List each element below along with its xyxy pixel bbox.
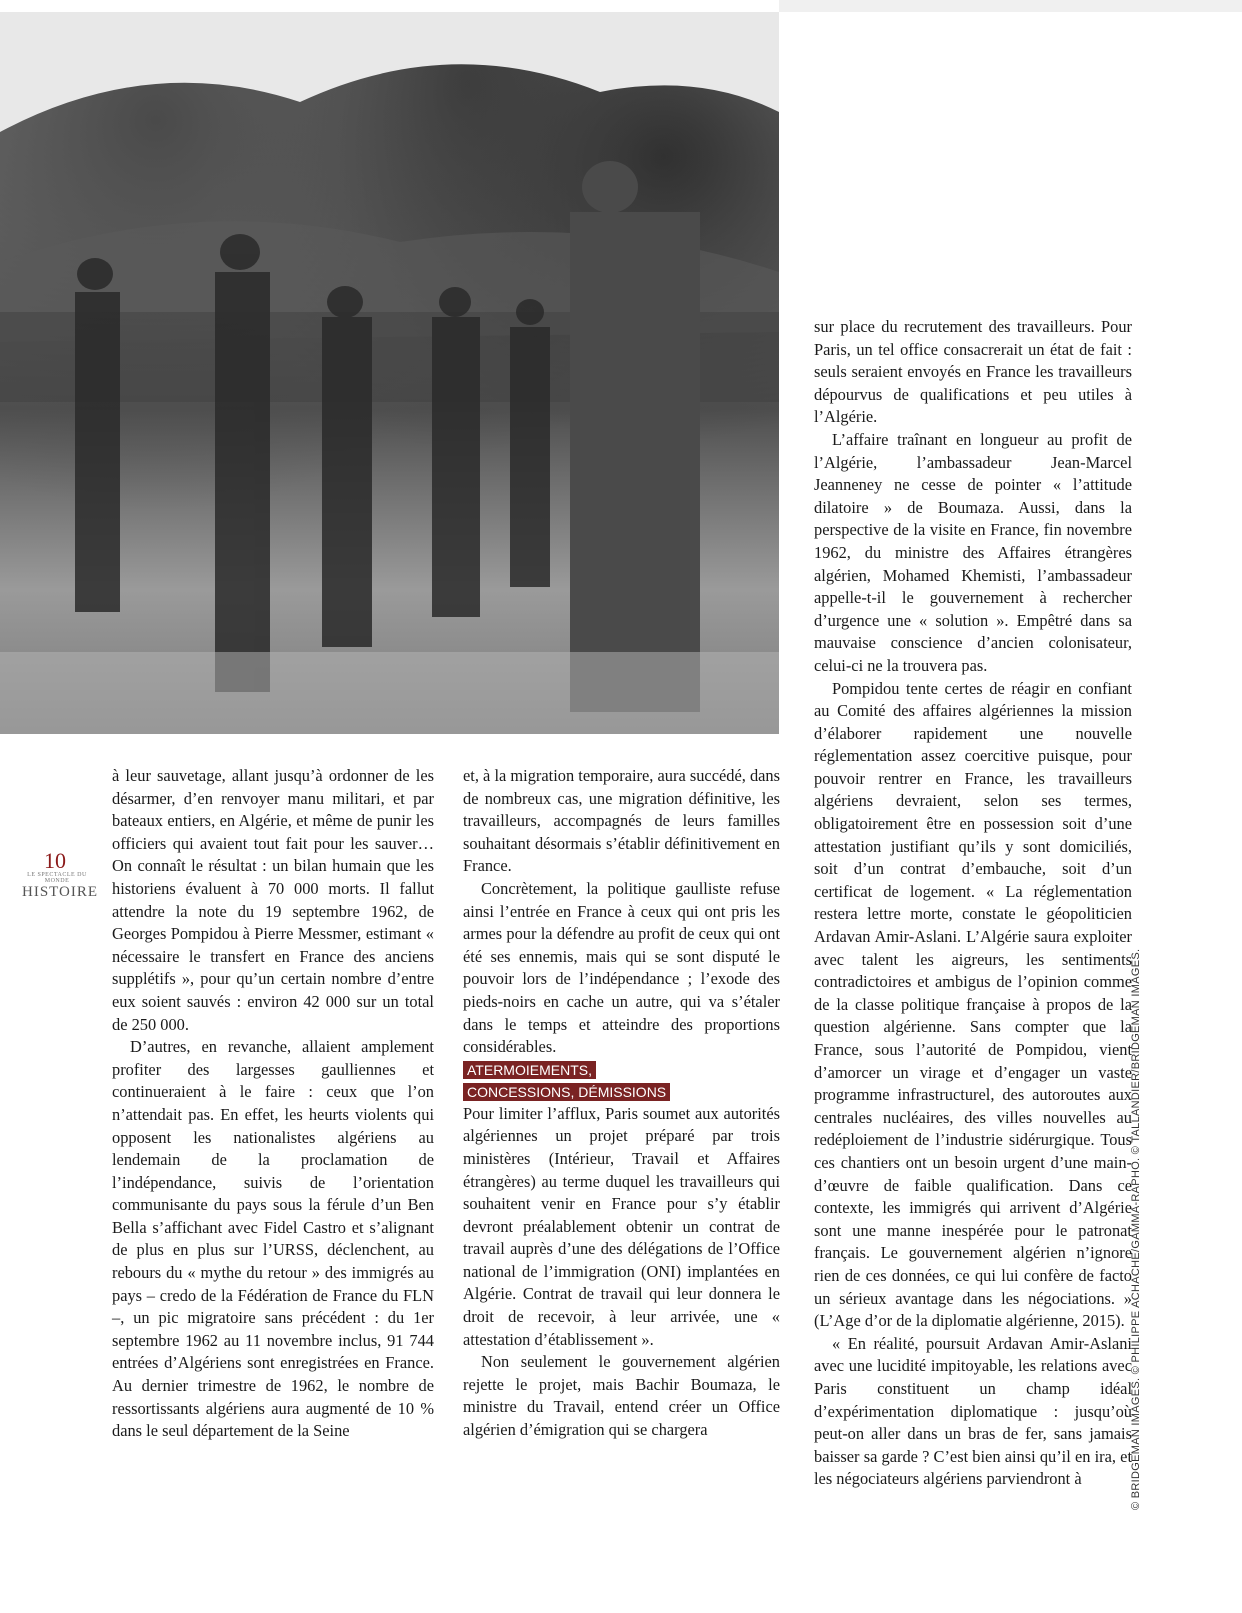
- paragraph: D’autres, en revanche, allaient amplement profiter des largesses gaulliennes et continueraient à le faire : ceux que l’on n’attendait pas. En effet, les heurts violents qui opposent les nationalistes algériens au lendemain de la proclamation de l’indépendance, suivis de l’orientation communisante du pays sous la férule d’un Ben Bella s’affichant avec Fidel Castro et s’alignant de plus en plus sur l’URSS, déclenchent, au rebours du « mythe du retour » des immigrés au pays – credo de la Fédération de France du FLN –, un pic migratoire sans précédent : du 1er septembre 1962 au 11 novembre inclus, 91 744 entrées d’Algériens sont enregistrées en France. Au dernier trimestre de 1962, le nombre de ressortissants algériens aura augmenté de 10 % dans le seul département de la Seine: [112, 1037, 434, 1441]
- photograph-soldiers-icon: [0, 12, 779, 734]
- paragraph: « En réalité, poursuit Ardavan Amir-Aslani avec une lucidité impitoyable, les relations avec Paris constituent un champ idéal d’expérimentation diplomatique : jusqu’où peut-on aller dans un bras de fer, sans jamais baisser sa garde ? C’est bien ainsi qu’il en ira, et les négociateurs algériens parviendront à: [814, 1333, 1132, 1489]
- soldiers-photograph: [0, 12, 779, 734]
- top-strip: [779, 0, 1242, 12]
- paragraph: L’affaire traînant en longueur au profit de l’Algérie, l’ambassadeur Jean-Marcel Jeanneney ne cesse de pointer « l’attitude dilatoire » de Boumaza. Aussi, dans la perspective de la visite en France, fin novembre 1962, du ministre des Affaires étrangères algérien, Mohamed Khemisti, l’ambassadeur appelle-t-il le gouvernement à rechercher d’urgence une « solution ». Empêtré dans sa mauvaise conscience d’ancien colonisateur, celui-ci ne la trouvera pas.: [814, 429, 1132, 675]
- paragraph: à leur sauvetage, allant jusqu’à ordonner de les désarmer, d’en renvoyer manu militari, et par bateaux entiers, en Algérie, et même de punir les officiers qui avaient tout fait pour les sauver… On connaît le résultat : un bilan humain que les historiens évaluent à 70 000 morts. Il fallut attendre la note du 19 septembre 1962, de Georges Pompidou à Pierre Messmer, estimant « nécessaire le transfert en France des anciens supplétifs », pour qu’un certain nombre d’entre eux soient sauvés : environ 42 000 sur un total de 250 000.: [112, 766, 434, 1034]
- section-subhead: [463, 1059, 780, 1103]
- text-column-2: [463, 765, 780, 1442]
- paragraph: Pour limiter l’afflux, Paris soumet aux autorités algériennes un projet préparé par trois ministères (Intérieur, Travail et Affaires étrangères) au terme duquel les travailleurs qui souhaitent venir en France pour s’y établir devront préalablement obtenir un contrat de travail auprès d’une des délégations de l’Office national de l’immigration (ONI) implantées en Algérie. Contrat de travail qui leur donnera le droit de recevoir, à leur arrivée, une « attestation d’établissement ».: [463, 1103, 780, 1349]
- magazine-brand: [22, 872, 99, 901]
- brand-name: HISTOIRE: [22, 884, 99, 900]
- page-number: 10: [44, 848, 66, 873]
- photo-credit: © BRIDGEMAN IMAGES. © PHILIPPE ACHACHE/GAMMA-RAPHO. © TALLANDIER/BRIDGEMAN IMAGES.: [1130, 948, 1142, 1510]
- text-column-1: [112, 765, 434, 1443]
- paragraph: sur place du recrutement des travailleurs. Pour Paris, un tel office consacrerait un état de fait : seuls seraient envoyés en France les travailleurs dépourvus de qualifications et peu utiles à l’Algérie.: [814, 317, 1132, 427]
- paragraph: Pompidou tente certes de réagir en confiant au Comité des affaires algériennes la mission d’élaborer rapidement une nouvelle réglementation assez coercitive puisque, pour pouvoir rentrer en France, les travailleurs algériens devraient, selon ses termes, obligatoirement être en possession soit d’une attestation justifiant qu’ils y sont domiciliés, soit d’un contrat d’embauche, soit d’un certificat de logement. « La réglementation restera lettre morte, constate le géopoliticien Ardavan Amir-Aslani. L’Algérie saura exploiter avec talent les aigreurs, les sentiments contradictoires et ambigus de l’opinion comme de la classe politique française à propos de la question algérienne. Sans compter que la France, sous l’autorité de Pompidou, vient d’amorcer un virage et d’engager un vaste programme infrastructurel, des autoroutes aux centrales nucléaires, des villes nouvelles au redéploiement de l’industrie sidérurgique. Tous ces chantiers ont un besoin urgent d’une main-d’œuvre de faible qualification. Dans ce contexte, les immigrés qui arrivent d’Algérie sont une manne inespérée pour le patronat français. Le gouvernement algérien n’ignore rien de ces données, ce qui lui confère de facto un sérieux avantage dans les négociations. » (L’Age d’or de la diplomatie algérienne, 2015).: [814, 678, 1132, 1331]
- subhead-line-2: CONCESSIONS, DÉMISSIONS: [463, 1083, 670, 1101]
- brand-top-line: LE SPECTACLE DU MONDE: [27, 872, 87, 884]
- text-column-3: [814, 316, 1132, 1491]
- paragraph: et, à la migration temporaire, aura succédé, dans de nombreux cas, une migration définitive, les travailleurs, accompagnés de leurs familles souhaitant désormais s’établir définitivement en France.: [463, 766, 780, 876]
- subhead-line-1: ATERMOIEMENTS,: [463, 1061, 596, 1079]
- paragraph: Non seulement le gouvernement algérien rejette le projet, mais Bachir Boumaza, le ministre du Travail, entend créer un Office algérien d’émigration qui se chargera: [463, 1352, 780, 1440]
- paragraph: Concrètement, la politique gaulliste refuse ainsi l’entrée en France à ceux qui ont pris les armes pour la défendre au profit de ceux qui ont été ses ennemis, mais qui se sont disputé le pouvoir lors de l’indépendance ; l’exode des pieds-noirs en cache un autre, qui va s’étaler dans le temps et atteindre des proportions considérables.: [463, 878, 780, 1057]
